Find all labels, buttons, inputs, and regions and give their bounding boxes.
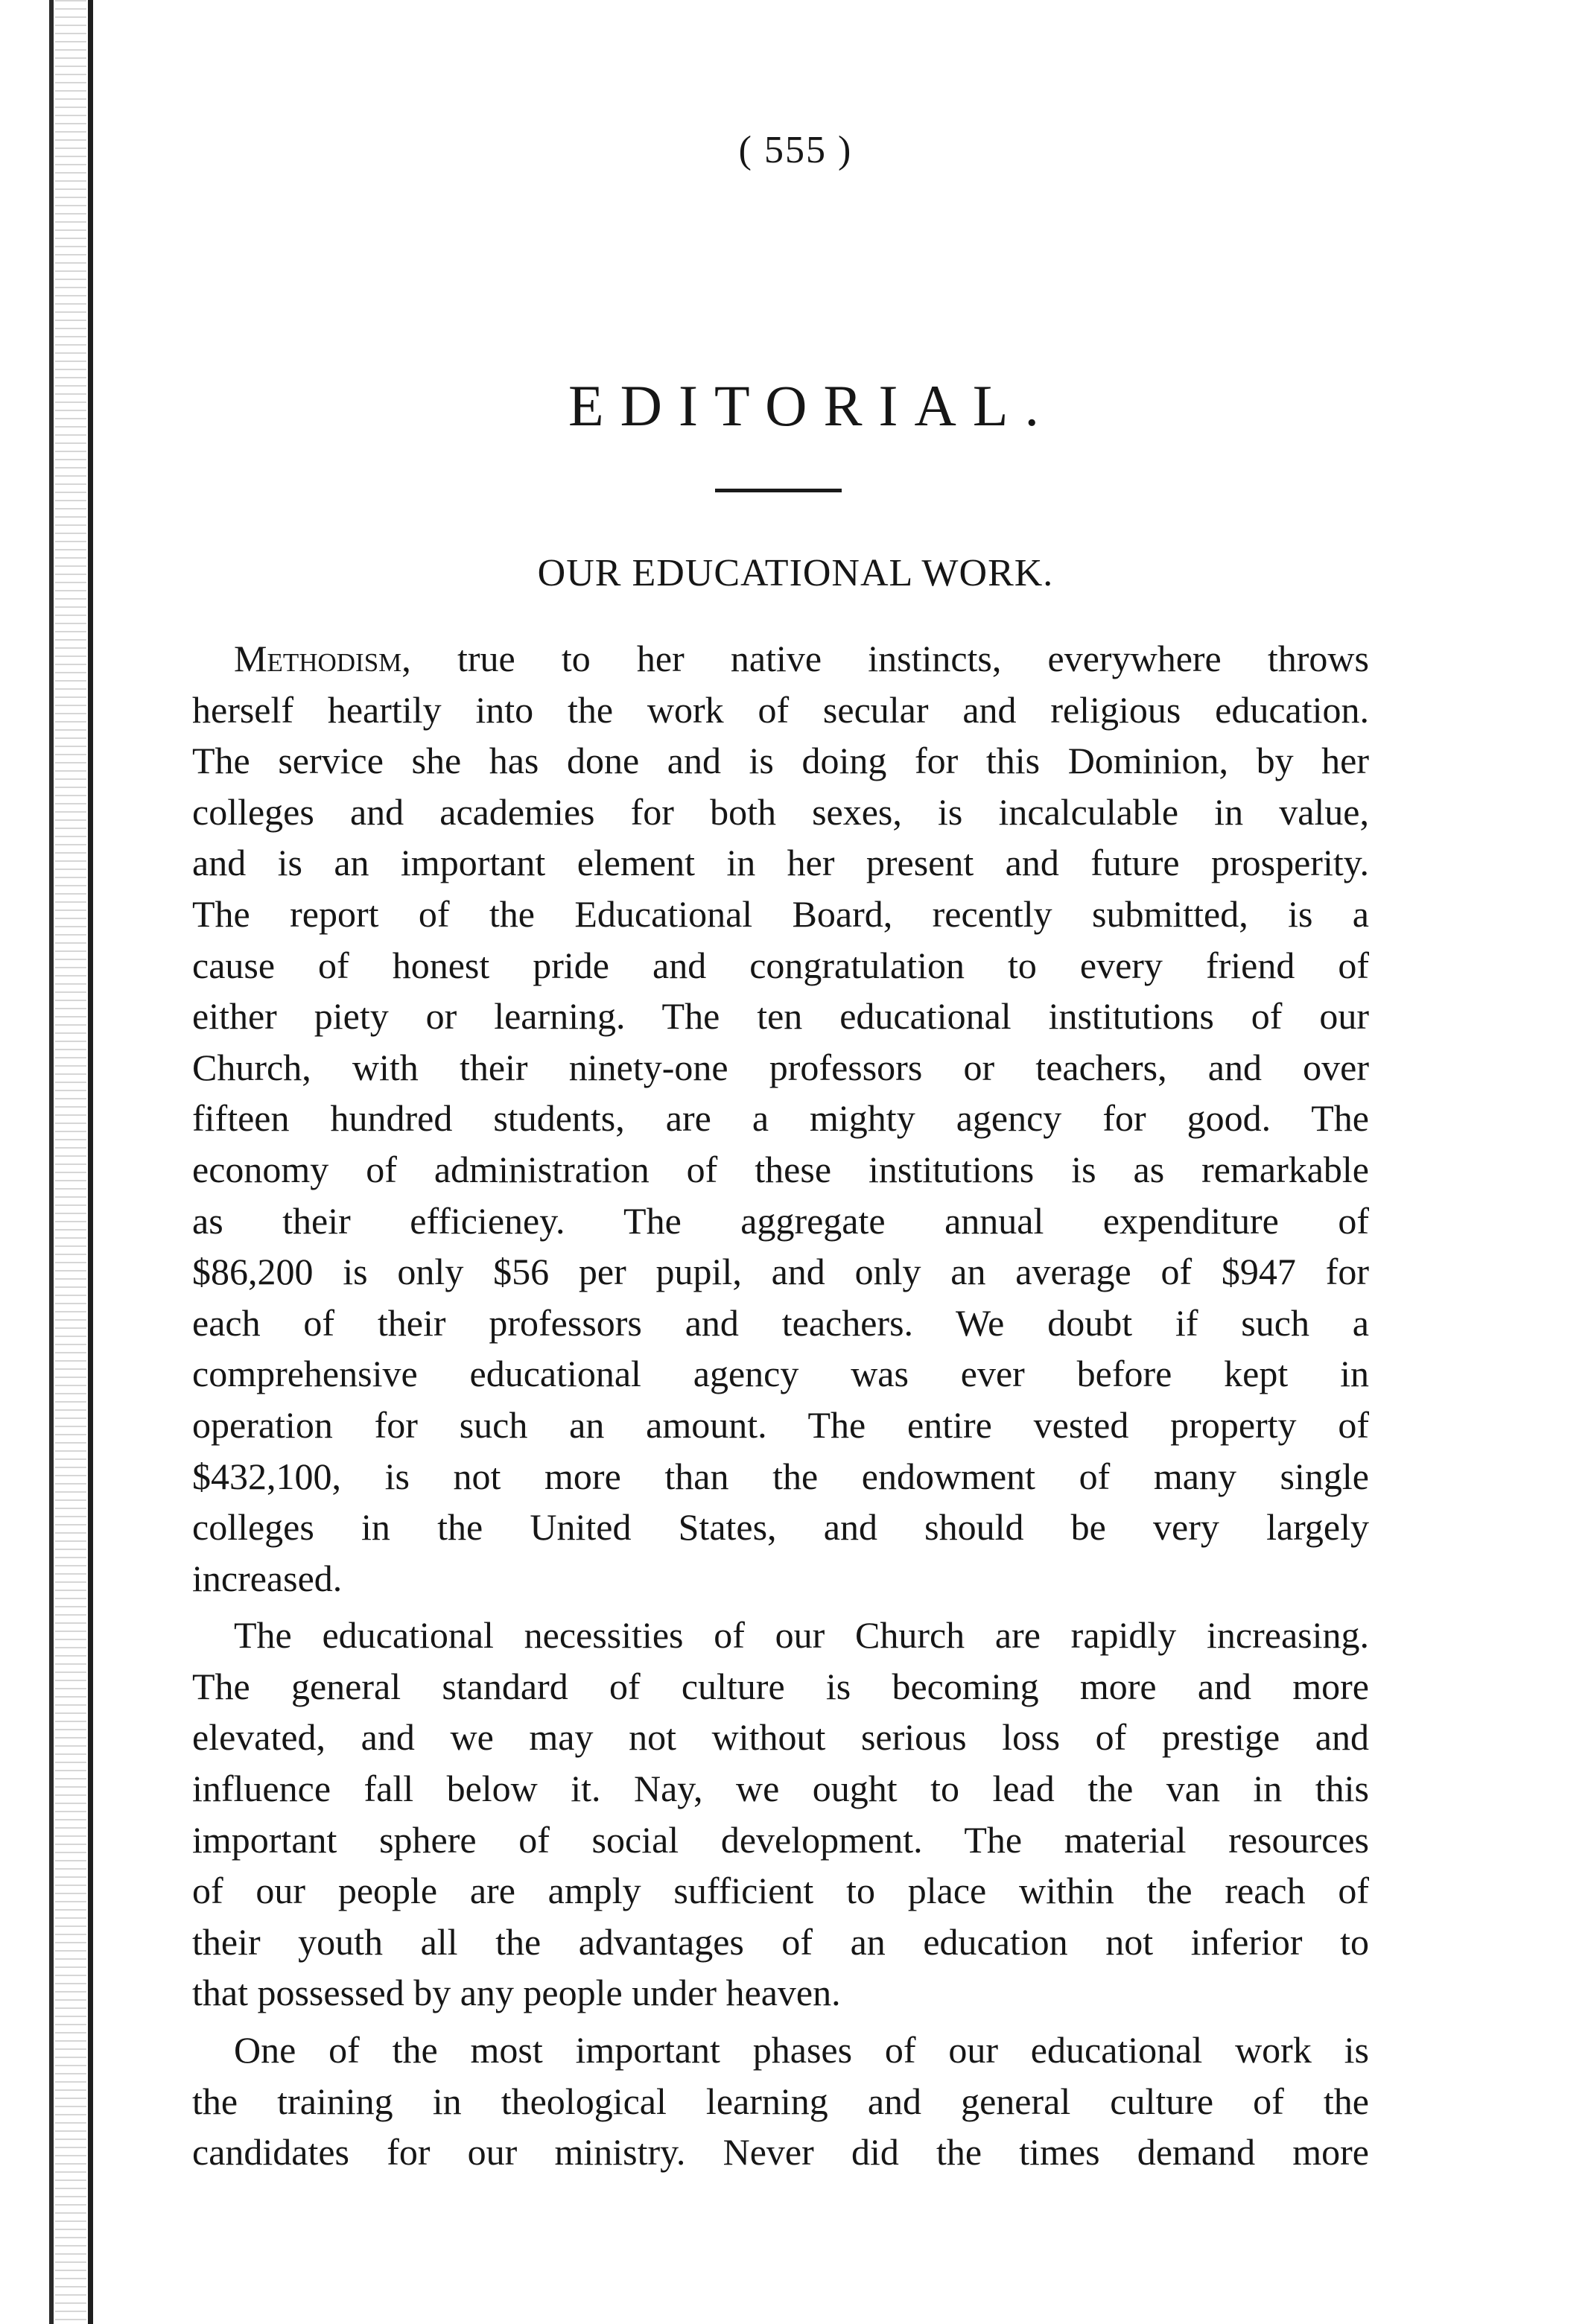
page-heading: EDITORIAL. <box>568 373 1055 438</box>
text-line: their youth all the advantages of an education not inferior to <box>192 1920 1369 1963</box>
text-line: fifteen hundred students, are a mighty agency for good. The <box>192 1097 1369 1140</box>
text-line: and is an important element in her present and future prosperity. <box>192 842 1369 884</box>
text-line: The general standard of culture is becoming more and more <box>192 1665 1369 1707</box>
text-line: that possessed by any people under heaven. <box>192 1972 841 2014</box>
text-line: of our people are amply sufficient to place within the reach of <box>192 1870 1369 1912</box>
text-line: either piety or learning. The ten educational institutions of our <box>192 995 1369 1038</box>
text-line: herself heartily into the work of secular and religious education. <box>192 688 1369 731</box>
paragraph <box>192 2025 1369 2178</box>
paragraph <box>192 633 1369 1604</box>
text-line: economy of administration of these institutions is as remarkable <box>192 1148 1369 1190</box>
text-line: the training in theological learning and general culture of the <box>192 2080 1369 2122</box>
text-line: important sphere of social development. The material resources <box>192 1818 1369 1861</box>
text-line: One of the most important phases of our educational work is <box>234 2029 1369 2071</box>
heading-divider <box>715 489 842 492</box>
text-line: The service she has done and is doing for this Dominion, by her <box>192 740 1369 782</box>
page-number: ( 555 ) <box>738 129 853 171</box>
lead-word: Methodism, <box>234 638 411 679</box>
paragraph-gap <box>192 2019 1369 2025</box>
text-line: comprehensive educational agency was ever before kept in <box>192 1353 1369 1395</box>
text-line: $86,200 is only $56 per pupil, and only an average of $947 for <box>192 1251 1369 1293</box>
article-body <box>192 633 1369 2178</box>
text-line: candidates for our ministry. Never did the times demand more <box>192 2131 1369 2174</box>
text-line: each of their professors and teachers. We doubt if such a <box>192 1301 1369 1344</box>
text-line: increased. <box>192 1557 343 1599</box>
binding-rule <box>88 0 93 2324</box>
paragraph-gap <box>192 1604 1369 1610</box>
binding-rule <box>49 0 54 2324</box>
paragraph <box>192 1610 1369 2019</box>
text-line: colleges in the United States, and should be very largely <box>192 1506 1369 1549</box>
text-line: influence fall below it. Nay, we ought to lead the van in this <box>192 1768 1369 1810</box>
text-line: The educational necessities of our Church are rapidly increasing. <box>234 1614 1369 1657</box>
text-line: operation for such an amount. The entire vested property of <box>192 1403 1369 1446</box>
text-line: The report of the Educational Board, recently submitted, is a <box>192 892 1369 935</box>
text-line: $432,100, is not more than the endowment of many single <box>192 1455 1369 1497</box>
text-line: colleges and academies for both sexes, is incalculable in value, <box>192 790 1369 833</box>
text-line: cause of honest pride and congratulation to every friend of <box>192 944 1369 986</box>
text-line: elevated, and we may not without serious loss of prestige and <box>192 1716 1369 1759</box>
binding-texture <box>55 0 86 2324</box>
text-line: as their efficieney. The aggregate annual expenditure of <box>192 1199 1369 1242</box>
text-line <box>192 633 1369 685</box>
section-title: OUR EDUCATIONAL WORK. <box>537 552 1054 594</box>
text-line-rest: true to her native instincts, everywhere throws <box>410 638 1369 679</box>
text-line: Church, with their ninety-one professors or teachers, and over <box>192 1046 1369 1088</box>
binding-edge <box>45 0 98 2324</box>
